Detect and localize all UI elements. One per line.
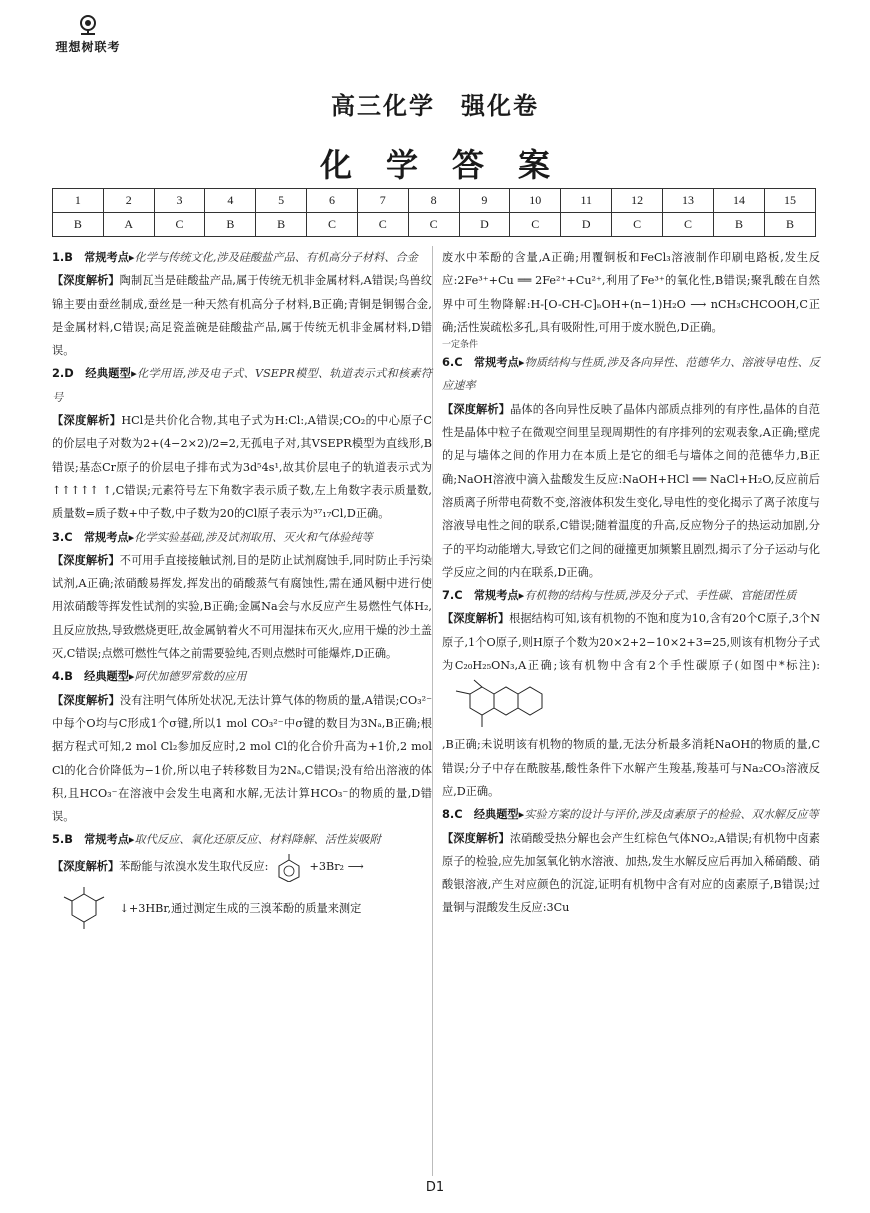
- answer-cell: D: [459, 213, 510, 237]
- answer-cell: C: [154, 213, 205, 237]
- answer-cell: C: [510, 213, 561, 237]
- question-number-cell: 11: [561, 189, 612, 213]
- analysis-label: 【深度解析】: [52, 274, 120, 288]
- analysis-text: 陶制瓦当是硅酸盐产品,属于传统无机非金属材料,A错误;鸟兽纹锦主要由蚕丝制成,蚕丝是一种天然有机高分子材料,B正确;青铜是铜锡合金,是金属材料,C错误;高足瓷盖碗是硅酸盐产品,属于传统无机非金属材料,D错误。: [52, 274, 432, 358]
- question-6: [442, 351, 820, 584]
- question-topic: 物质结构与性质,涉及各向异性、范德华力、溶液导电性、反应速率: [442, 356, 820, 393]
- answer-cell: B: [764, 213, 815, 237]
- analysis-label: 【深度解析】: [52, 414, 122, 428]
- question-number-cell: 15: [764, 189, 815, 213]
- reaction-condition: 一定条件: [442, 340, 479, 351]
- analysis-text: HCl是共价化合物,其电子式为H:Cl:,A错误;CO₂的中心原子C的价层电子对数为2+(4−2×2)/2=2,无孤电子对,其VSEPR模型为直线形,B错误;基态Cr原子的价层电子排布式为3d⁵4s¹,故其价层电子的轨道表示式为↑↑↑↑↑ ↑,C错误;元素符号左下角数字表示质子数,左上角数字表示质量数,质量数=质子数+中子数,中子数为20的Cl原子表示为³⁷₁₇Cl,D正确。: [52, 414, 432, 521]
- answer-cell: C: [307, 213, 358, 237]
- paper-kind: 强化卷: [461, 92, 539, 120]
- answer-cell: C: [357, 213, 408, 237]
- answer-cell: B: [53, 213, 104, 237]
- question-tag: 常规考点▸: [84, 833, 135, 847]
- question-tag: 常规考点▸: [83, 530, 135, 544]
- right-column: [442, 246, 820, 920]
- question-number-cell: 10: [510, 189, 561, 213]
- answer-cell: C: [612, 213, 663, 237]
- question-number-cell: 5: [256, 189, 307, 213]
- question-2: [52, 362, 432, 525]
- answer-cell: B: [256, 213, 307, 237]
- reaction-reagent: +3Br₂ ⟶: [309, 859, 364, 873]
- analysis-label: 【深度解析】: [442, 831, 510, 845]
- analysis-text: 浓硝酸受热分解也会产生红棕色气体NO₂,A错误;有机物中卤素原子的检验,应先加氢氧化钠水溶液、加热,发生水解反应后再加入稀硝酸、硝酸银溶液,产生对应颜色的沉淀,证明有机物中含有对应的卤素原子,B错误;过量铜与混酸发生反应:3Cu: [442, 831, 820, 915]
- question-number-cell: 7: [357, 189, 408, 213]
- answer-cell: B: [714, 213, 765, 237]
- answer-cell: C: [408, 213, 459, 237]
- answer-cell: B: [205, 213, 256, 237]
- question-number-cell: 14: [714, 189, 765, 213]
- question-tag: 经典题型▸: [84, 670, 135, 684]
- analysis-label: 【深度解析】: [52, 553, 120, 567]
- analysis-text: ,B正确;未说明该有机物的物质的量,无法分析最多消耗NaOH的物质的量,C错误;分子中存在酰胺基,酸性条件下水解产生羧基,羧基可与Na₂CO₃溶液反应,D正确。: [442, 738, 820, 798]
- answer-table-answer-row: [53, 213, 816, 237]
- page-subtitle: [0, 86, 870, 121]
- question-number: 4.B: [52, 669, 73, 684]
- question-number-cell: 3: [154, 189, 205, 213]
- question-tag: 常规考点▸: [473, 589, 525, 603]
- answer-cell: D: [561, 213, 612, 237]
- question-number: 6.C: [442, 355, 463, 370]
- question-number-cell: 13: [663, 189, 714, 213]
- page-number: D1: [425, 1180, 445, 1195]
- analysis-text: 不可用手直接接触试剂,目的是防止试剂腐蚀手,同时防止手污染试剂,A正确;浓硝酸易挥发,挥发出的硝酸蒸气有腐蚀性,需在通风橱中进行使用浓硝酸等挥发性试剂的实验,B正确;金属Na会与水反应产生易燃性气体H₂,且反应放热,导致燃烧更旺,故金属钠着火不可用湿抹布灭火,应用干燥的沙土盖灭,C错误;点燃可燃性气体之前需要验纯,否则点燃时可能爆炸,D正确。: [52, 553, 432, 661]
- question-number-cell: 12: [612, 189, 663, 213]
- analysis-label: 【深度解析】: [442, 612, 510, 626]
- analysis-text: 苯酚能与浓溴水发生取代反应:: [119, 859, 269, 873]
- question-5-continued: 废水中苯酚的含量,A正确;用覆铜板和FeCl₃溶液制作印刷电路板,发生反应:2Fe³⁺+Cu ══ 2Fe²⁺+Cu²⁺,利用了Fe³⁺的氧化性,B错误;聚乳酸在自然界中可生物降解:H-[O-CH-C]ₙOH+(n−1)H₂O ⟶ nCH₃CHCOOH,C正确;活性炭疏松多孔,具有吸附性,可用于废水脱色,D正确。: [442, 251, 820, 334]
- question-1: [52, 246, 432, 362]
- question-number: 2.D: [52, 366, 74, 381]
- brand-name: 理想树联考: [55, 40, 121, 54]
- organic-molecule-structure-icon: [442, 677, 552, 733]
- question-number-cell: 9: [459, 189, 510, 213]
- analysis-text: 晶体的各向异性反映了晶体内部质点排列的有序性,晶体的自范性是晶体中粒子在微观空间里呈现周期性的有序排列的宏观表象,A正确;壁虎的足与墙体之间的作用力在本质上是它的细毛与墙体之间的范德华力,B正确;NaOH溶液中滴入盐酸发生反应:NaOH+HCl ══ NaCl+H₂O,反应前后溶质离子所带电荷数不变,溶液体积发生变化,导电性的变化揭示了离子浓度与溶液导电性之间的联系,C错误;随着温度的升高,反应物分子的热运动加剧,分子的平均动能增大,导致它们之间的碰撞更加频繁且剧烈,揭示了分子运动与化学反应之间的内在联系,D正确。: [442, 402, 820, 579]
- question-tag: 经典题型▸: [85, 367, 137, 381]
- question-number: 3.C: [52, 529, 73, 544]
- analysis-label: 【深度解析】: [442, 402, 511, 416]
- phenol-structure-icon: [272, 852, 306, 882]
- question-topic: 取代反应、氧化还原反应、材料降解、活性炭吸附: [134, 833, 381, 847]
- question-tag: 经典题型▸: [473, 808, 525, 822]
- question-4: [52, 665, 432, 828]
- question-number: 5.B: [52, 832, 73, 847]
- question-number-cell: 4: [205, 189, 256, 213]
- column-divider: [432, 246, 433, 1176]
- question-number: 8.C: [442, 807, 463, 822]
- question-number: 1.B: [52, 250, 73, 264]
- question-tag: 常规考点▸: [84, 251, 135, 264]
- analysis-label: 【深度解析】: [52, 859, 120, 873]
- question-topic: 化学与传统文化,涉及硅酸盐产品、有机高分子材料、合金: [134, 251, 418, 264]
- analysis-label: 【深度解析】: [52, 693, 120, 707]
- question-topic: 化学实验基础,涉及试剂取用、灭火和气体验纯等: [134, 530, 373, 544]
- tree-logo-icon: [75, 14, 101, 36]
- question-topic: 阿伏加德罗常数的应用: [134, 670, 247, 684]
- question-topic: 有机物的结构与性质,涉及分子式、手性碳、官能团性质: [524, 589, 797, 603]
- question-tag: 常规考点▸: [473, 356, 525, 370]
- question-7: [442, 584, 820, 803]
- page-title: 化学答案: [319, 146, 584, 184]
- answer-table-number-row: [53, 189, 816, 213]
- answer-cell: C: [663, 213, 714, 237]
- subject-title: 高三化学: [331, 92, 435, 120]
- question-number-cell: 8: [408, 189, 459, 213]
- question-number-cell: 6: [307, 189, 358, 213]
- analysis-text: ↓+3HBr,通过测定生成的三溴苯酚的质量来测定: [119, 901, 362, 915]
- question-8: [442, 803, 820, 919]
- question-3: [52, 526, 432, 666]
- answer-cell: A: [103, 213, 154, 237]
- question-topic: 化学用语,涉及电子式、VSEPR模型、轨道表示式和核素符号: [52, 367, 432, 404]
- answer-table: [52, 188, 816, 237]
- question-number: 7.C: [442, 588, 463, 603]
- question-topic: 实验方案的设计与评价,涉及卤素原子的检验、双水解反应等: [524, 808, 819, 822]
- analysis-text: 根据结构可知,该有机物的不饱和度为10,含有20个C原子,3个N原子,1个O原子,则H原子个数为20×2+2−10×2+3=25,则该有机物分子式为C₂₀H₂₅ON₃,A正确;该有机物中含有2个手性碳原子(如图中*标注):: [442, 612, 820, 673]
- question-5: [52, 828, 432, 935]
- tribromophenol-structure-icon: [52, 882, 116, 936]
- analysis-text: 没有注明气体所处状况,无法计算气体的物质的量,A错误;CO₃²⁻中每个O均与C形成1个σ键,所以1 mol CO₃²⁻中σ键的数目为3Nₐ,B正确;根据方程式可知,2 mol Cl₂参加反应时,2 mol Cl的化合价升高为+1价,2 mol Cl的化合价降低为−1价,所以电子转移数目为2Nₐ,C错误;没有给出溶液的体积,且HCO₃⁻在溶液中会发生电离和水解,无法计算HCO₃⁻的物质的量,D错误。: [52, 693, 432, 824]
- brand-logo: [48, 14, 128, 55]
- question-number-cell: 2: [103, 189, 154, 213]
- left-column: [52, 246, 432, 936]
- question-number-cell: 1: [53, 189, 104, 213]
